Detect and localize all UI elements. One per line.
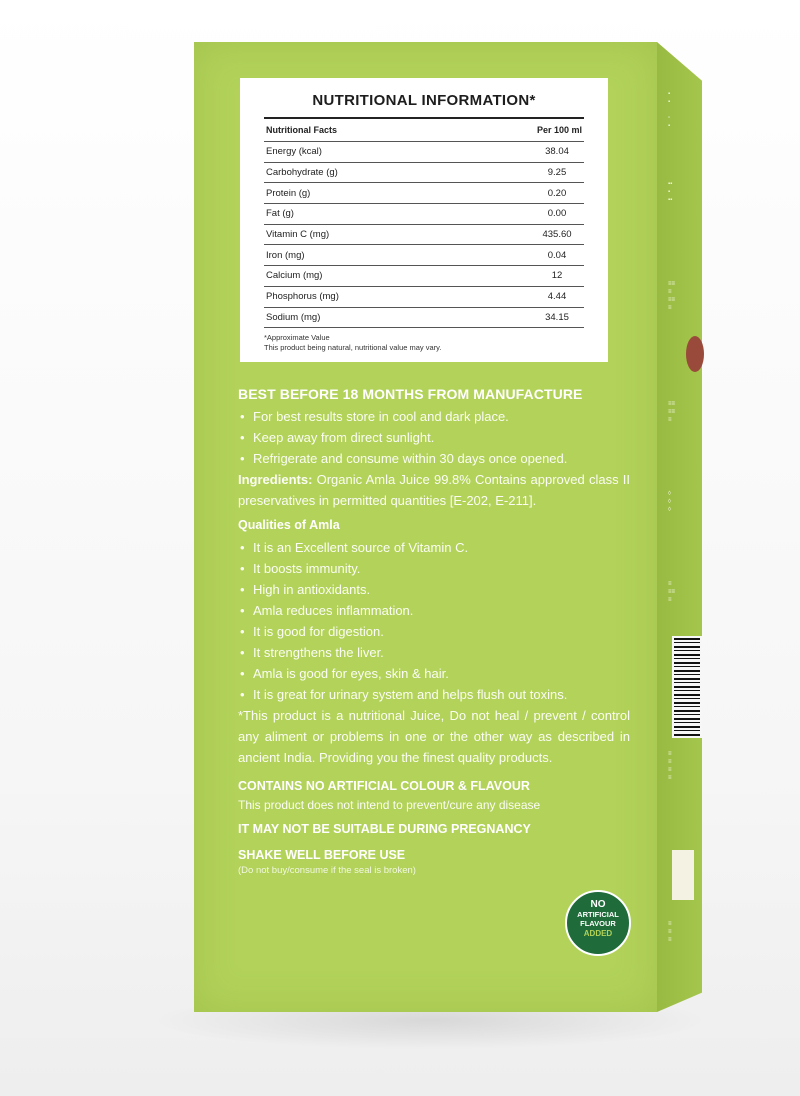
nutrition-row	[264, 204, 584, 225]
barcode	[672, 636, 702, 738]
qualities-heading: Qualities of Amla	[238, 518, 340, 532]
quality-item: • It is great for urinary system and helps flush out toxins.	[238, 684, 630, 705]
nutrition-label: Phosphorus (mg)	[266, 291, 339, 303]
nutrition-value: 0.20	[547, 187, 567, 199]
nutrition-value: 435.60	[542, 229, 572, 241]
nutrition-label: Iron (mg)	[266, 249, 305, 261]
quality-item: • Amla is good for eyes, skin & hair.	[238, 663, 630, 684]
ingredients-paragraph	[238, 469, 630, 511]
nutrition-value: 4.44	[547, 291, 567, 303]
nutrition-value: 0.00	[547, 208, 567, 220]
nutrition-footnote-approx: *Approximate Value	[264, 333, 330, 343]
nutrition-row	[264, 225, 584, 246]
badge-line-artificial: ARTIFICIAL	[577, 910, 619, 919]
storage-list	[238, 406, 630, 469]
nutrition-row	[264, 183, 584, 204]
nutrition-label: Vitamin C (mg)	[266, 229, 330, 241]
side-panel-print: ◊ ◊ ◊	[668, 491, 671, 513]
best-before-heading: BEST BEFORE 18 MONTHS FROM MANUFACTURE	[238, 386, 583, 402]
nutrition-value: 12	[551, 270, 563, 282]
no-artificial-note: This product does not intend to prevent/cure any disease	[238, 798, 541, 812]
pregnancy-warning: IT MAY NOT BE SUITABLE DURING PREGNANCY	[238, 822, 531, 836]
no-artificial-heading: CONTAINS NO ARTIFICIAL COLOUR & FLAVOUR	[238, 779, 530, 793]
badge-line-no: NO	[590, 899, 606, 910]
nutrition-value: 38.04	[545, 146, 569, 158]
shake-heading: SHAKE WELL BEFORE USE	[238, 848, 406, 862]
nutrition-row	[264, 266, 584, 287]
quality-item: • High in antioxidants.	[238, 579, 630, 600]
nutrition-table	[240, 78, 608, 362]
quality-item: • It boosts immunity.	[238, 558, 630, 579]
nutrition-value: 34.15	[545, 311, 569, 323]
nutrition-label: Calcium (mg)	[266, 270, 323, 282]
nutrition-footnote-natural: This product being natural, nutritional value may vary.	[264, 343, 442, 353]
quality-item: • It is an Excellent source of Vitamin C.	[238, 537, 630, 558]
nutrition-title: NUTRITIONAL INFORMATION*	[264, 92, 584, 119]
ingredients-text: Organic Amla Juice 99.8% Contains approved class II preservatives in permitted quantities [E-202, E-211].	[238, 472, 630, 508]
nutrition-row	[264, 245, 584, 266]
side-panel-print: ≡ ≡≡ ≡	[668, 581, 676, 603]
side-panel-print: ≡ ≡ ≡ ≡	[668, 751, 672, 781]
side-panel-print: ≡≡ ≡≡ ≡	[668, 401, 676, 423]
side-panel-print: ▪▪ ▪ ▪▪	[668, 181, 673, 203]
nutrition-header-label: Nutritional Facts	[266, 125, 338, 135]
side-panel-print: ▪ ▪ ▫ ▪	[668, 91, 671, 129]
nutrition-header-row	[264, 119, 584, 142]
disclaimer-text: *This product is a nutritional Juice, Do not heal / prevent / control any aliment or problems in one or the other way as described in ancient India. Providing you the finest quality products.	[238, 708, 630, 765]
side-panel-print: ≡ ≡ ≡	[668, 921, 672, 943]
nutrition-value: 9.25	[547, 167, 567, 179]
badge-line-flavour: FLAVOUR	[580, 919, 616, 928]
nutrition-label: Energy (kcal)	[266, 146, 322, 158]
package-text-content	[238, 384, 630, 877]
storage-item: • Refrigerate and consume within 30 days once opened.	[238, 448, 630, 469]
no-artificial-flavour-badge	[565, 890, 631, 956]
side-label-strip	[672, 850, 694, 900]
storage-item: • Keep away from direct sunlight.	[238, 427, 630, 448]
badge-line-added: ADDED	[583, 929, 613, 938]
quality-item: • Amla reduces inflammation.	[238, 600, 630, 621]
nutrition-row	[264, 142, 584, 163]
nutrition-label: Protein (g)	[266, 187, 311, 199]
nutrition-label: Sodium (mg)	[266, 311, 321, 323]
nutrition-label: Fat (g)	[266, 208, 294, 220]
nutrition-value: 0.04	[547, 249, 567, 261]
qualities-list	[238, 537, 630, 705]
nutrition-row	[264, 163, 584, 184]
ingredients-label: Ingredients:	[238, 472, 313, 487]
nutrition-label: Carbohydrate (g)	[266, 167, 338, 179]
nutrition-header-value: Per 100 ml	[536, 125, 582, 135]
side-seal-logo	[686, 336, 704, 372]
side-panel-print: ≡≡ ≡ ≡≡ ≡	[668, 281, 676, 311]
storage-item: • For best results store in cool and dark place.	[238, 406, 630, 427]
quality-item: • It is good for digestion.	[238, 621, 630, 642]
quality-item: • It strengthens the liver.	[238, 642, 630, 663]
seal-note: (Do not buy/consume if the seal is broken)	[238, 865, 416, 876]
nutrition-row	[264, 287, 584, 308]
nutrition-row	[264, 308, 584, 329]
nutrition-footnote	[264, 333, 584, 353]
